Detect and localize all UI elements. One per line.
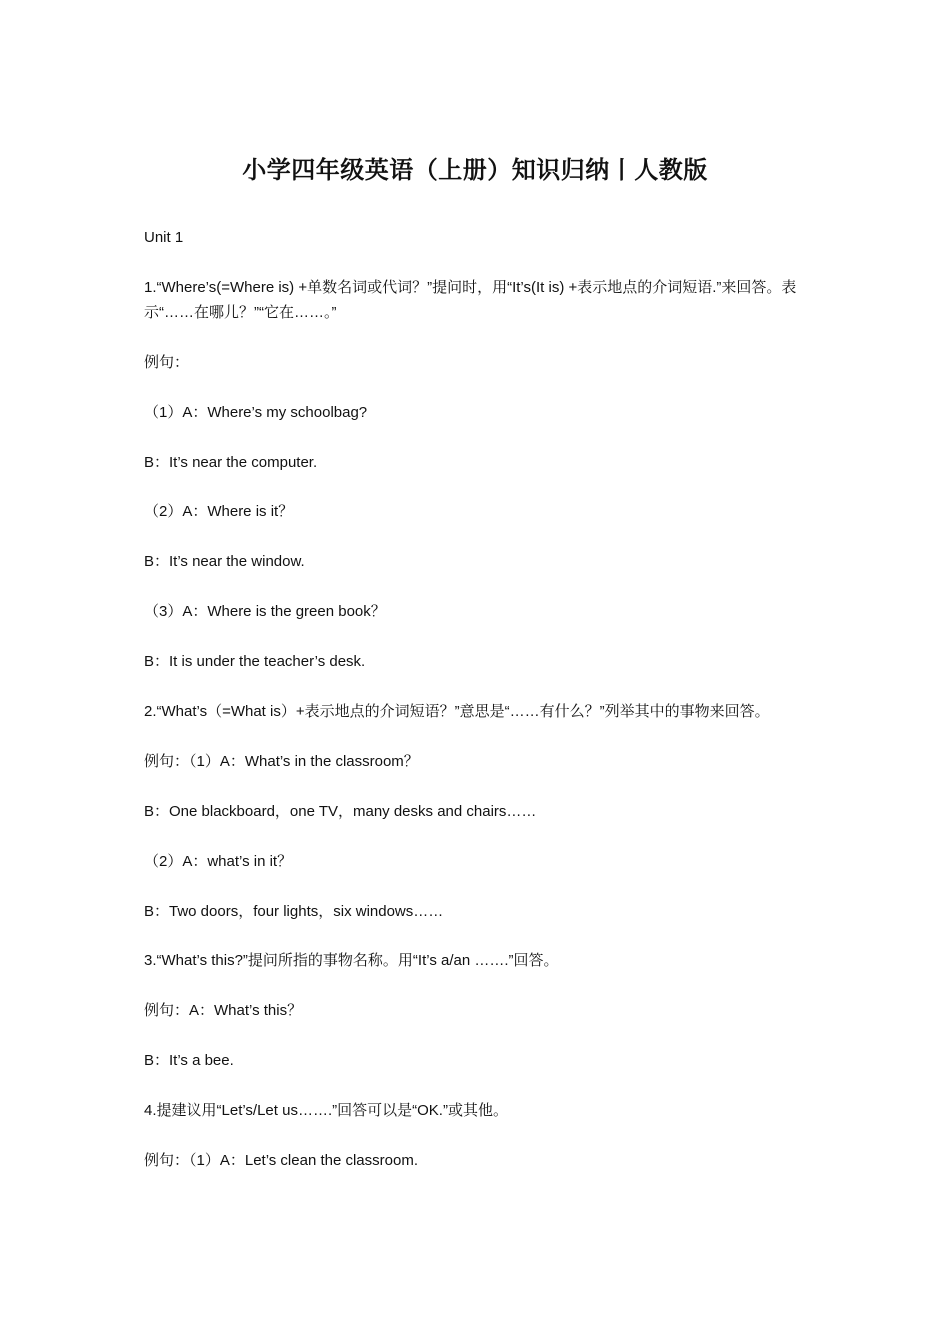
paragraph-example-5b: B：Two doors，four lights，six windows…… [144, 902, 444, 920]
paragraph-rule-2: 2.“What’s（=What is）+表示地点的介词短语？”意思是“……有什么？”列举其中的事物来回答。 [144, 703, 770, 721]
document-title: 小学四年级英语（上册）知识归纳丨人教版 [242, 156, 708, 184]
document-body [144, 225, 812, 1198]
paragraph-example-1a: （1）A：Where’s my schoolbag? [144, 403, 368, 421]
paragraph-example-1b: B：It’s near the computer. [144, 453, 318, 471]
paragraph-rule-4: 4.提建议用“Let’s/Let us…….”回答可以是“OK.”或其他。 [144, 1102, 508, 1120]
paragraph-example-3a: （3）A：Where is the green book？ [144, 603, 386, 621]
paragraph-example-6b: B：It’s a bee. [144, 1052, 234, 1070]
paragraph-example-4b: B：One blackboard，one TV，many desks and chairs…… [144, 802, 537, 820]
paragraph-example-5a: （2）A：what’s in it？ [144, 852, 293, 870]
paragraph-example-7a: 例句：（1）A：Let’s clean the classroom. [144, 1152, 418, 1170]
paragraph-rule-1: 1.“Where’s(=Where is) +单数名词或代词？”提问时，用“It’s(It is) +表示地点的介词短语.”来回答。表示“……在哪儿？”“它在……。” [144, 278, 797, 321]
paragraph-example-4a: 例句：（1）A：What’s in the classroom？ [144, 752, 419, 770]
paragraph-example-3b: B：It is under the teacher’s desk. [144, 653, 366, 671]
paragraph-rule-3: 3.“What’s this?”提问所指的事物名称。用“It’s a/an …….”回答。 [144, 952, 559, 970]
paragraph-example-2b: B：It’s near the window. [144, 553, 305, 571]
paragraph-example-2a: （2）A：Where is it？ [144, 503, 294, 521]
paragraph-unit-heading: Unit 1 [144, 229, 184, 246]
paragraph-example-6a: 例句：A：What’s this？ [144, 1002, 303, 1020]
paragraph-example-label: 例句： [144, 353, 190, 371]
